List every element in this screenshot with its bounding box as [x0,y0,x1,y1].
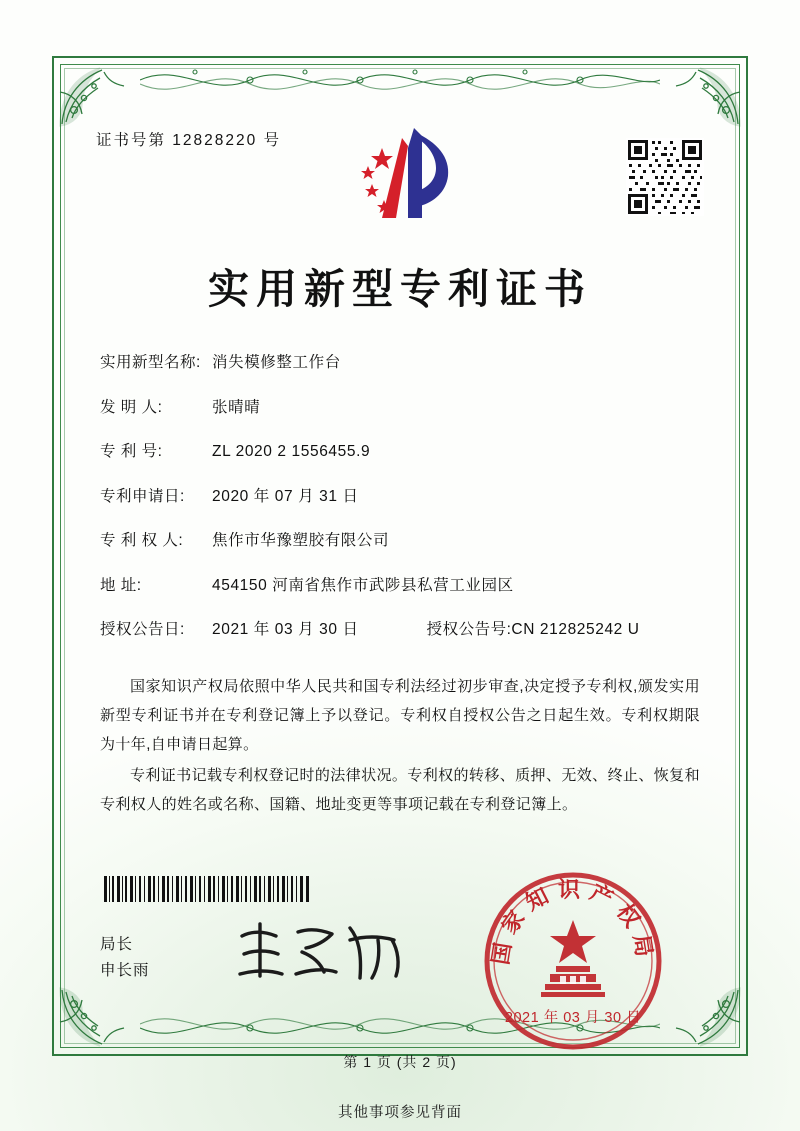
field-row [100,439,704,461]
director-name: 申长雨 [100,962,150,979]
official-seal [478,866,668,1056]
field-label: 专 利 号: [100,443,163,460]
legal-text-block [100,672,700,821]
paragraph-2: 专利证书记载专利权登记时的法律状况。专利权的转移、质押、无效、终止、恢复和专利权人的姓名或名称、国籍、地址变更等事项记载在专利登记簿上。 [100,767,700,813]
field-row [100,395,704,417]
page-number: 第 1 页 (共 2 页) [343,1054,457,1070]
paragraph-1: 国家知识产权局依照中华人民共和国专利法经过初步审查,决定授予专利权,颁发实用新型专利证书并在专利登记簿上予以登记。专利权自授权公告之日起生效。专利权期限为十年,自申请日起算。 [100,678,700,753]
field-value: 消失模修整工作台 [212,354,341,371]
svg-text:国家知识产权局: 国家知识产权局 [487,877,659,967]
field-label: 实用新型名称: [100,354,201,371]
field-row [100,484,704,506]
field-value: 焦作市华豫塑胶有限公司 [212,532,390,549]
barcode-icon [104,876,310,902]
certificate-number: 证书号第 12828220 号 [96,132,282,149]
field-value: 2020 年 07 月 31 日 [212,487,359,505]
field-row [100,528,704,550]
director-label: 局长 [100,936,134,953]
back-side-note: 其他事项参见背面 [338,1105,462,1121]
vine-ornament-icon [140,58,660,102]
seal-date: 2021 年 03 月 30 日 [504,1010,642,1026]
cnipa-emblem-icon [352,122,468,226]
field-row-dual [100,617,704,639]
qr-code-icon [626,138,704,216]
field-value: 454150 河南省焦作市武陟县私营工业园区 [212,576,514,594]
field-label-grant-date: 授权公告日: [100,621,185,638]
corner-ornament-icon [54,982,140,1056]
field-label: 发 明 人: [100,398,163,416]
field-row [100,350,704,372]
handwritten-signature-icon [232,916,412,988]
field-row [100,573,704,595]
field-label: 专利申请日: [100,487,185,505]
field-list [100,350,704,662]
field-label-grant-number: 授权公告号: [426,621,512,638]
corner-ornament-icon [660,58,746,132]
field-label: 地 址: [100,576,142,594]
field-value: 张晴晴 [212,398,261,416]
field-label: 专 利 权 人: [100,532,184,549]
director-block [100,932,150,984]
page-title: 实用新型专利证书 [208,266,592,312]
corner-ornament-icon [54,58,140,132]
field-value-grant-date: 2021 年 03 月 30 日 [212,621,359,638]
field-value-grant-number: CN 212825242 U [511,621,640,638]
corner-ornament-icon [660,982,746,1056]
field-value: ZL 2020 2 1556455.9 [212,443,371,460]
